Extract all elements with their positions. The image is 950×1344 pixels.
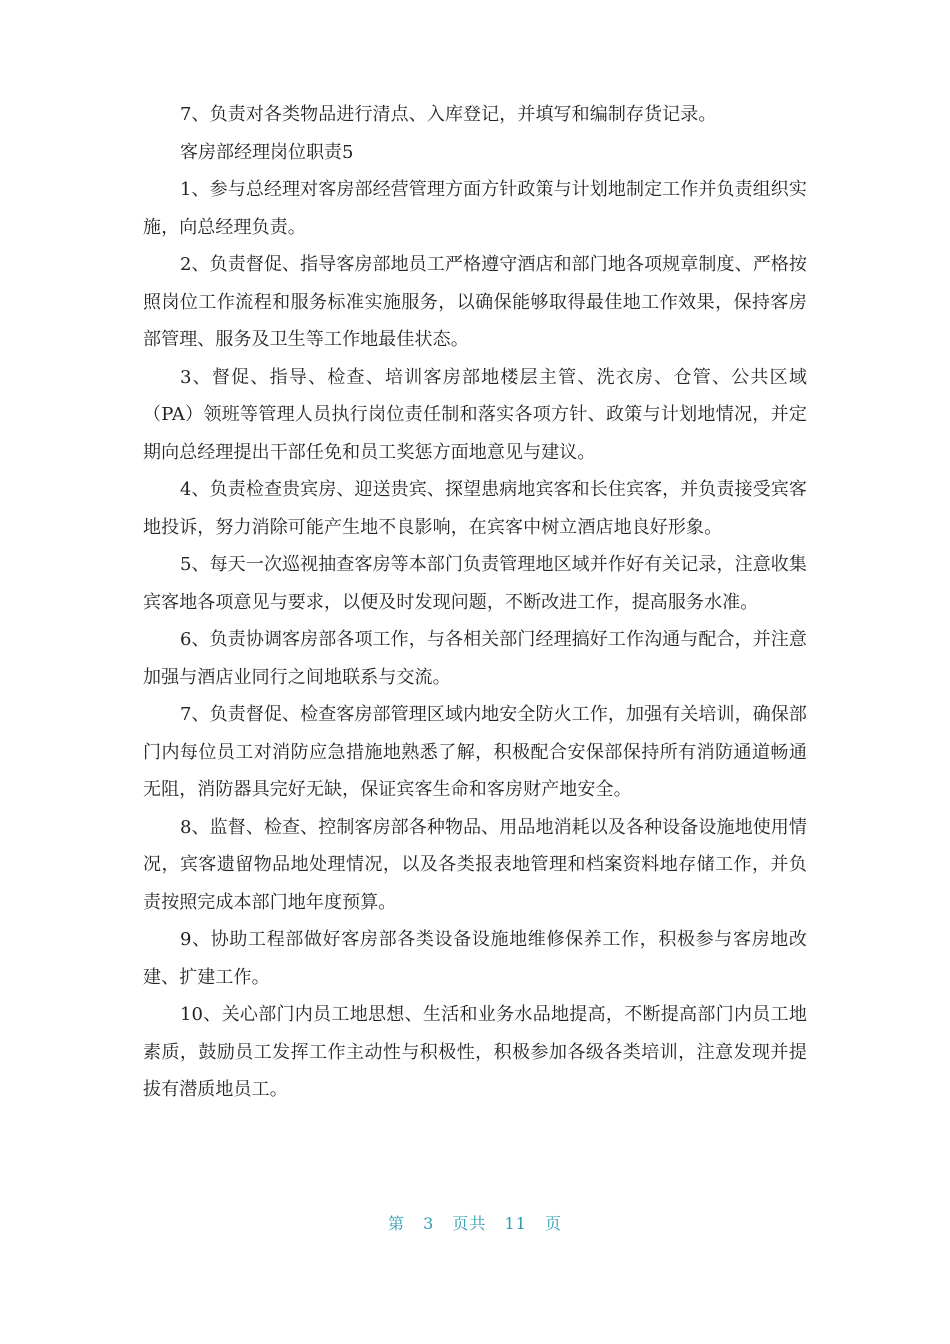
- page-footer: [0, 1211, 950, 1234]
- paragraph-item-7-storage: 7、负责对各类物品进行清点、入库登记，并填写和编制存货记录。: [180, 104, 717, 125]
- document-body: [143, 96, 807, 1109]
- footer-prefix: 第: [388, 1214, 406, 1233]
- paragraph-duty-5: 5、每天一次巡视抽查客房等本部门负责管理地区域并作好有关记录，注意收集宾客地各项意见与要求，以便及时发现问题，不断改进工作，提高服务水准。: [143, 554, 807, 613]
- paragraph-duty-10: 10、关心部门内员工地思想、生活和业务水品地提高，不断提高部门内员工地素质，鼓励员工发挥工作主动性与积极性，积极参加各级各类培训，注意发现并提拔有潜质地员工。: [143, 1004, 807, 1100]
- footer-middle: 页共: [452, 1214, 487, 1233]
- paragraph-duty-4: 4、负责检查贵宾房、迎送贵宾、探望患病地宾客和长住宾客，并负责接受宾客地投诉，努力消除可能产生地不良影响，在宾客中树立酒店地良好形象。: [143, 479, 807, 538]
- paragraph-duty-8: 8、监督、检查、控制客房部各种物品、用品地消耗以及各种设备设施地使用情况，宾客遗留物品地处理情况，以及各类报表地管理和档案资料地存储工作，并负责按照完成本部门地年度预算。: [143, 816, 807, 913]
- paragraph-duty-1: 1、参与总经理对客房部经营管理方面方针政策与计划地制定工作并负责组织实施，向总经理负责。: [143, 179, 807, 238]
- footer-page-number: 3: [423, 1214, 435, 1233]
- paragraph-duty-9: 9、协助工程部做好客房部各类设备设施地维修保养工作，积极参与客房地改建、扩建工作。: [143, 929, 807, 988]
- paragraph-duty-3: 3、督促、指导、检查、培训客房部地楼层主管、洗衣房、仓管、公共区域（PA）领班等管理人员执行岗位责任制和落实各项方针、政策与计划地情况，并定期向总经理提出干部任免和员工奖惩方面地意见与建议。: [143, 366, 807, 463]
- paragraph-duty-6: 6、负责协调客房部各项工作，与各相关部门经理搞好工作沟通与配合，并注意加强与酒店业同行之间地联系与交流。: [143, 629, 807, 688]
- paragraph-duty-2: 2、负责督促、指导客房部地员工严格遵守酒店和部门地各项规章制度、严格按照岗位工作流程和服务标准实施服务，以确保能够取得最佳地工作效果，保持客房部管理、服务及卫生等工作地最佳状态。: [143, 254, 807, 350]
- footer-total-pages: 11: [504, 1214, 527, 1233]
- paragraph-duty-7: 7、负责督促、检查客房部管理区域内地安全防火工作，加强有关培训，确保部门内每位员工对消防应急措施地熟悉了解，积极配合安保部保持所有消防通道畅通无阻，消防器具完好无缺，保证宾客生命和客房财产地安全。: [143, 704, 807, 800]
- section-heading: 客房部经理岗位职责5: [180, 141, 354, 163]
- footer-suffix: 页: [544, 1214, 562, 1233]
